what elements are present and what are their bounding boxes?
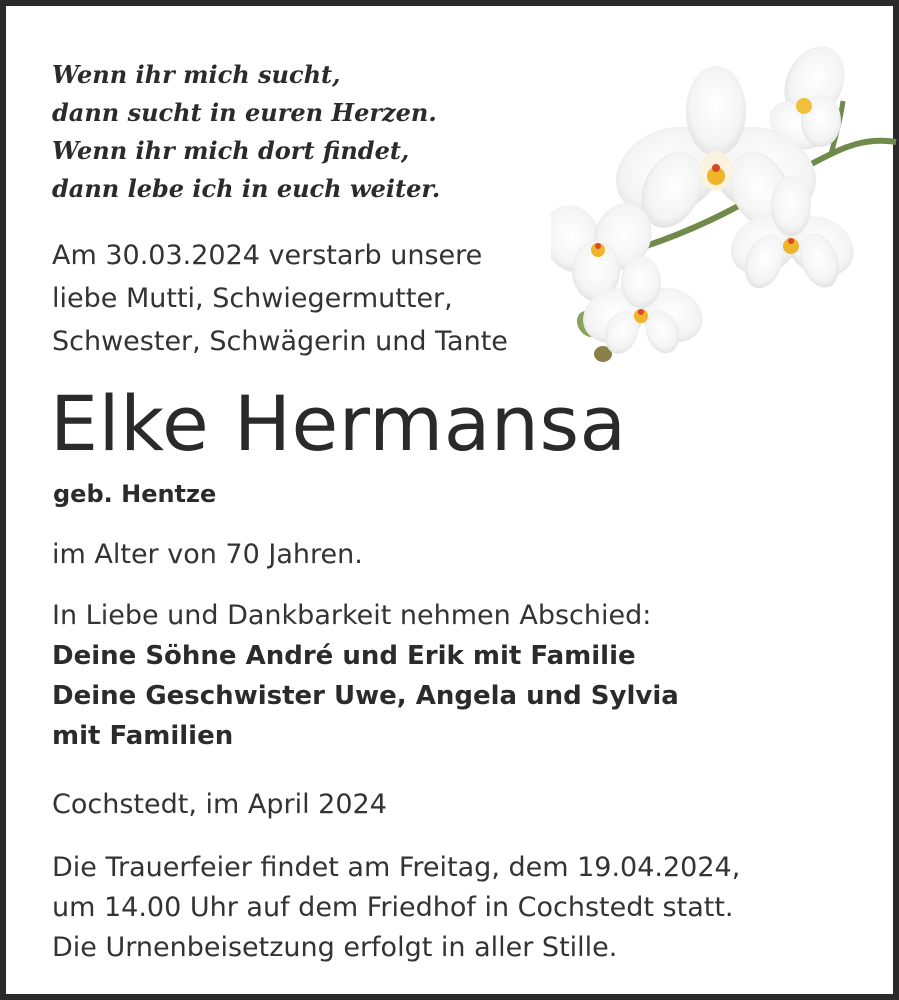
intro-line: Schwester, Schwägerin und Tante [52, 326, 508, 357]
poem-line: Wenn ihr mich sucht, [52, 60, 341, 89]
service-line: um 14.00 Uhr auf dem Friedhof in Cochstedt statt. [52, 892, 734, 923]
service-line: Die Trauerfeier findet am Freitag, dem 19.04.2024, [52, 852, 741, 883]
mourners-line: Deine Geschwister Uwe, Angela und Sylvia [52, 681, 679, 711]
intro-line: Am 30.03.2024 verstarb unsere [52, 240, 483, 271]
poem [52, 56, 440, 208]
poem-line: dann lebe ich in euch weiter. [52, 174, 441, 203]
mourners-block [52, 596, 679, 756]
deceased-name: Elke Hermansa [50, 379, 627, 468]
orchid-image [551, 46, 899, 376]
mourners-line: mit Familien [52, 721, 234, 751]
intro-text [52, 234, 508, 363]
service-info [52, 848, 740, 968]
maiden-name: geb. Hentze [53, 480, 217, 508]
place-date: Cochstedt, im April 2024 [52, 789, 387, 820]
poem-line: dann sucht in euren Herzen. [52, 98, 437, 127]
mourners-line: Deine Söhne André und Erik mit Familie [52, 641, 636, 671]
mourners-heading: In Liebe und Dankbarkeit nehmen Abschied: [52, 600, 652, 631]
intro-line: liebe Mutti, Schwiegermutter, [52, 283, 453, 314]
service-line: Die Urnenbeisetzung erfolgt in aller Stille. [52, 932, 618, 963]
poem-line: Wenn ihr mich dort findet, [52, 136, 410, 165]
age-line: im Alter von 70 Jahren. [52, 539, 363, 570]
